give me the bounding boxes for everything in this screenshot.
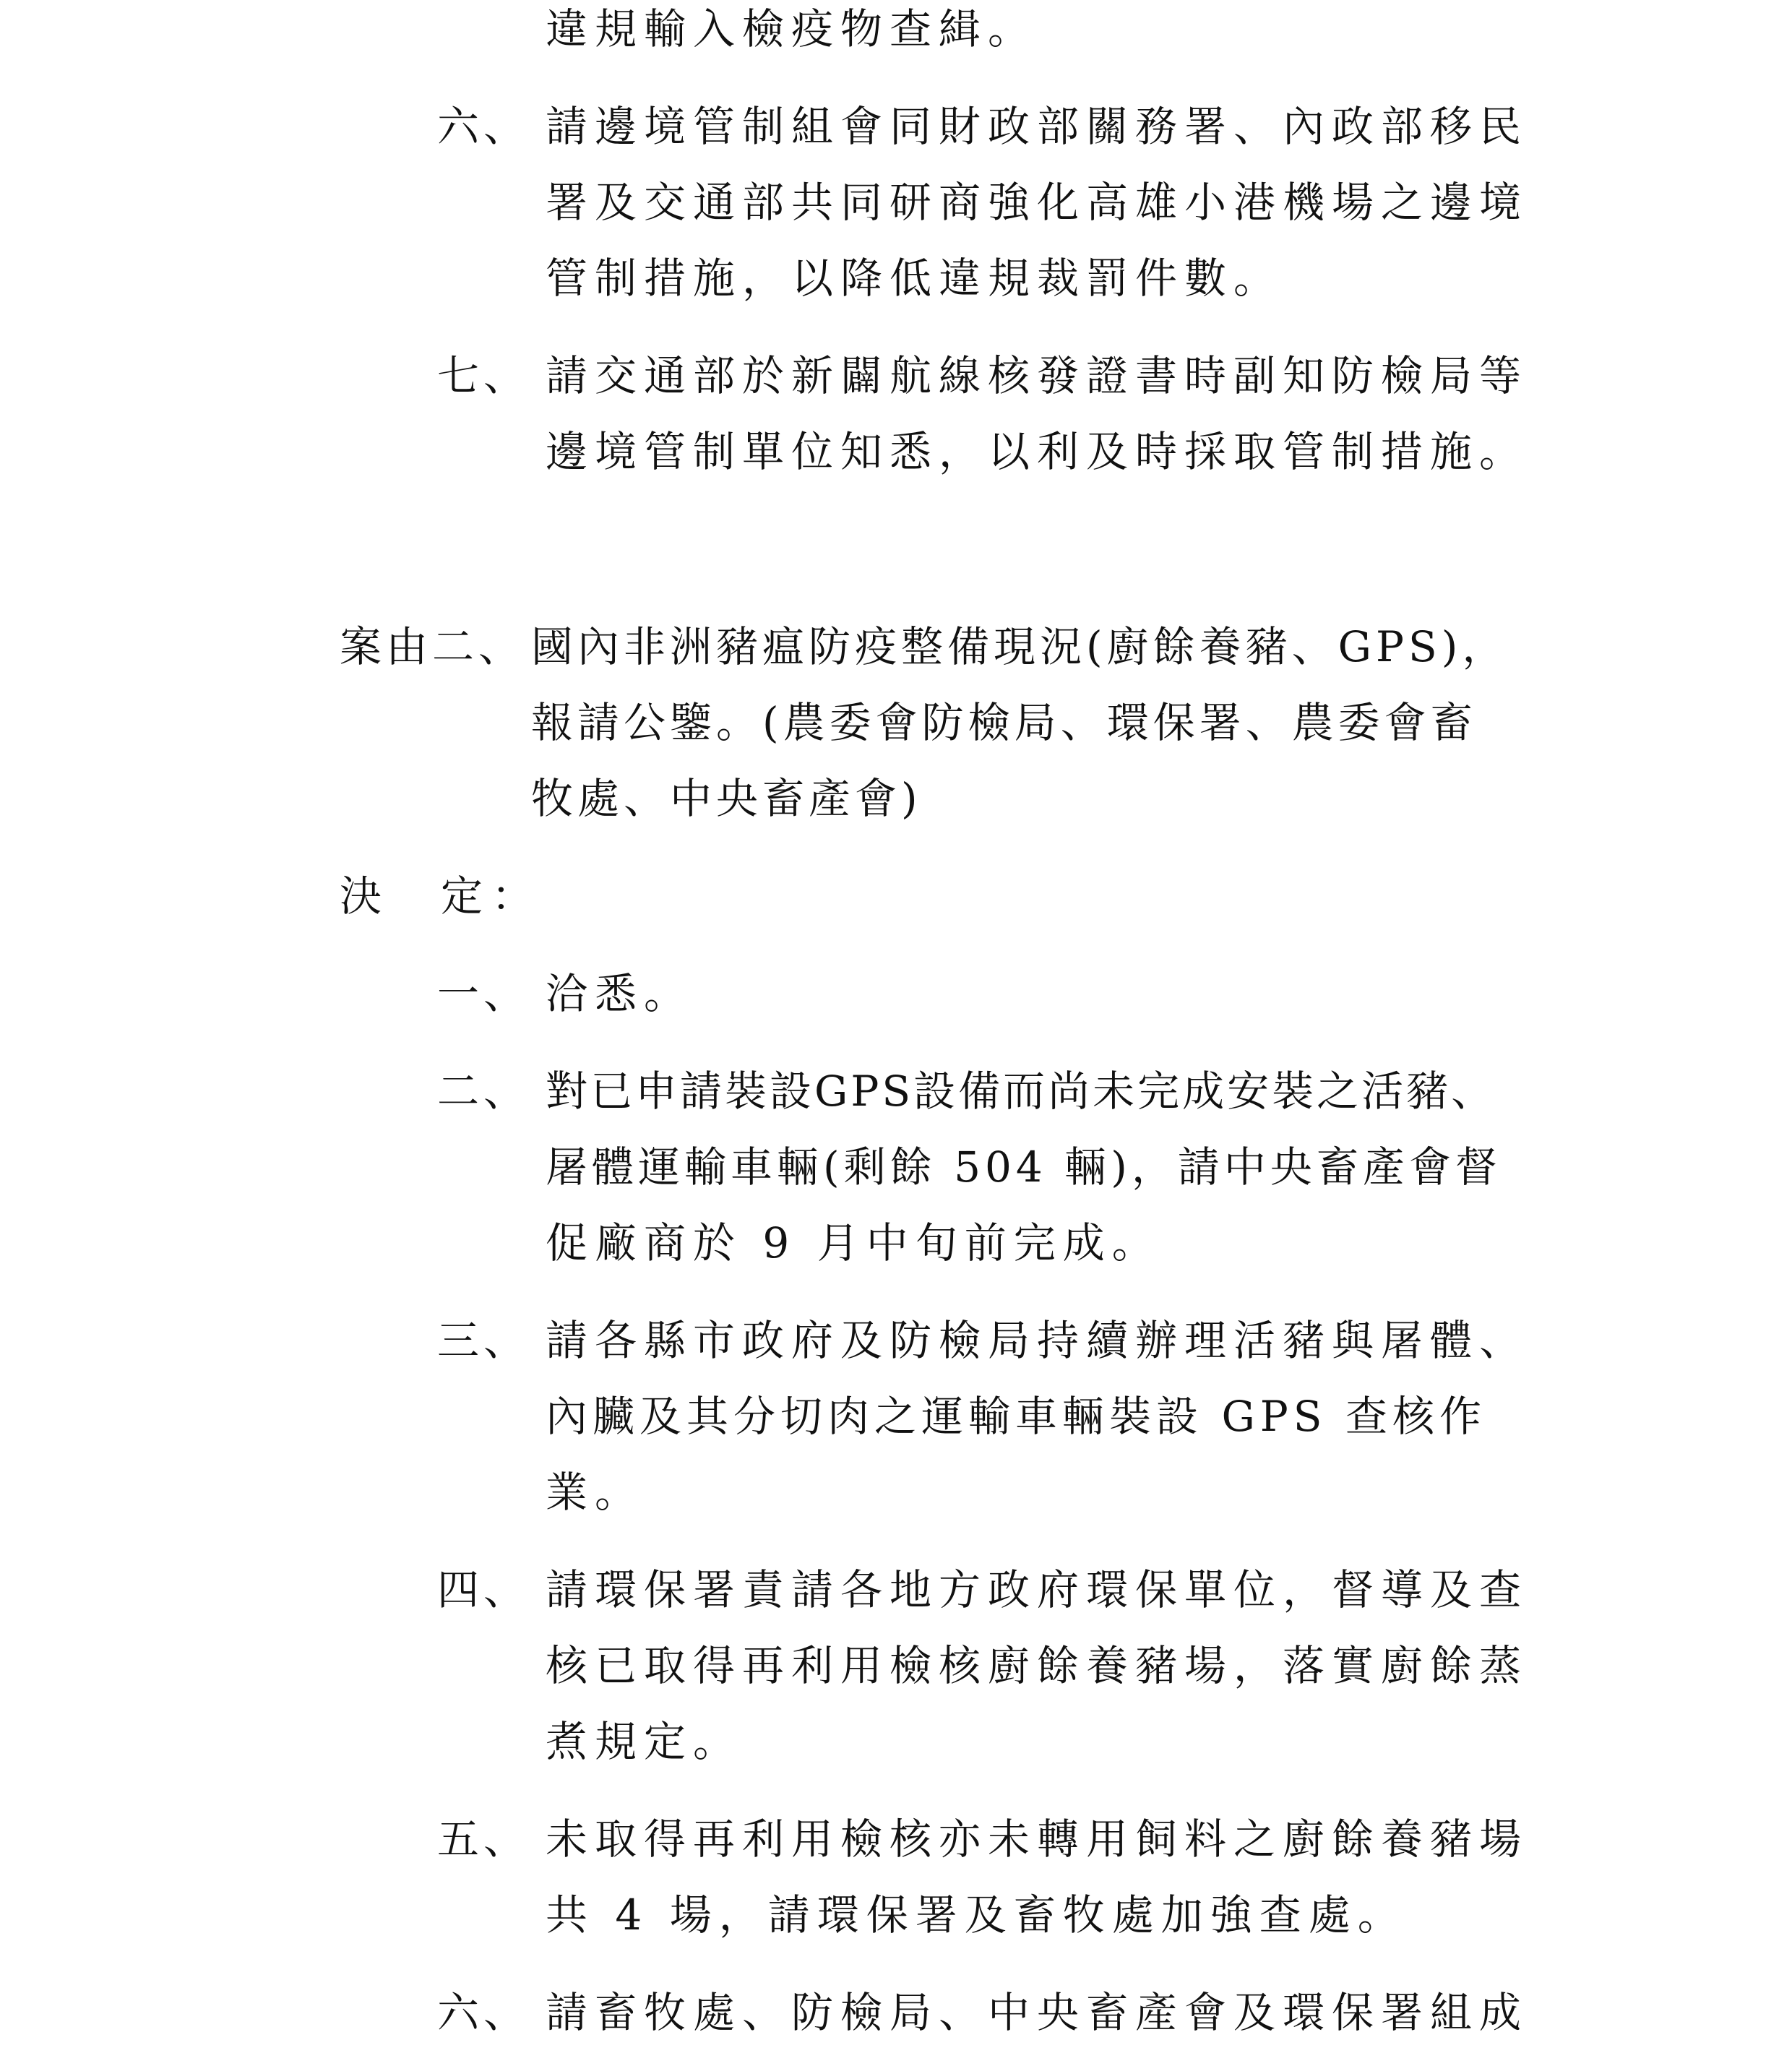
decision-4-line-1: 請環保署責請各地方政府環保單位，督導及查 (546, 1565, 1529, 1614)
item-marker-7: 七、 (437, 351, 530, 400)
decision-6-line-1: 請畜牧處、防檢局、中央畜產會及環保署組成 (546, 1988, 1529, 2037)
decision-marker-1: 一、 (437, 969, 530, 1018)
decision-2-line-3: 促廠商於 9 月中旬前完成。 (546, 1218, 1161, 1267)
decision-3-line-1: 請各縣市政府及防檢局持續辦理活豬與屠體、 (546, 1316, 1529, 1365)
case2-line-2: 報請公鑒。(農委會防檢局、環保署、農委會畜 (531, 698, 1477, 747)
decision-marker-2: 二、 (437, 1067, 530, 1116)
decision-marker-6: 六、 (437, 1988, 530, 2037)
decision-3-line-3: 業。 (546, 1468, 645, 1517)
decision-3-line-2: 內臟及其分切肉之運輸車輛裝設 GPS 查核作 (546, 1392, 1486, 1441)
continuation-line: 違規輸入檢疫物查緝。 (546, 4, 1038, 53)
case2-line-3: 牧處、中央畜產會) (531, 774, 922, 823)
decision-marker-5: 五、 (437, 1815, 530, 1864)
decision-4-line-3: 煮規定。 (546, 1717, 743, 1766)
decision-marker-4: 四、 (437, 1565, 530, 1614)
decision-5-line-2: 共 4 場，請環保署及畜牧處加強查處。 (546, 1890, 1407, 1940)
decision-2-line-2: 屠體運輸車輛(剩餘 504 輛)，請中央畜產會督 (546, 1142, 1502, 1192)
item-7-line-2: 邊境管制單位知悉，以利及時採取管制措施。 (546, 427, 1529, 476)
decision-marker-3: 三、 (437, 1316, 530, 1365)
case2-heading: 案由二、 (340, 622, 525, 671)
item-7-line-1: 請交通部於新闢航線核發證書時副知防檢局等 (546, 351, 1529, 400)
decision-5-line-1: 未取得再利用檢核亦未轉用飼料之廚餘養豬場 (546, 1815, 1529, 1864)
item-6-line-3: 管制措施，以降低違規裁罰件數。 (546, 254, 1283, 303)
case2-line-1: 國內非洲豬瘟防疫整備現況(廚餘養豬、GPS)， (531, 622, 1509, 671)
decision-heading: 決 定： (340, 871, 543, 921)
item-6-line-1: 請邊境管制組會同財政部關務署、內政部移民 (546, 102, 1529, 151)
item-marker-6: 六、 (437, 102, 530, 151)
decision-2-line-1: 對已申請裝設GPS設備而尚未完成安裝之活豬、 (546, 1067, 1496, 1116)
decision-4-line-2: 核已取得再利用檢核廚餘養豬場，落實廚餘蒸 (546, 1641, 1529, 1690)
item-6-line-2: 署及交通部共同研商強化高雄小港機場之邊境 (546, 178, 1529, 227)
decision-1-line-1: 洽悉。 (546, 969, 694, 1018)
